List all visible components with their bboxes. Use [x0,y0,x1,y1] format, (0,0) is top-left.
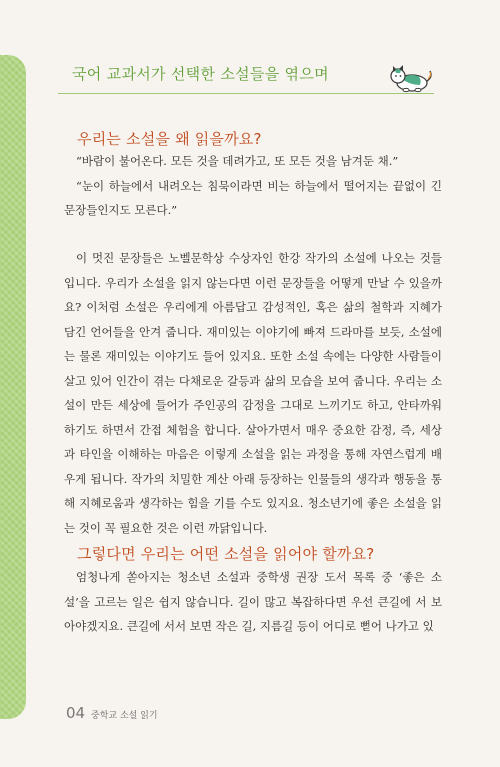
side-tab-decoration [0,55,26,719]
paragraph-block-1 [64,246,442,540]
quote-line-2: “눈이 하늘에서 내려오는 침묵이라면 비는 하늘에서 떨어지는 끝없이 긴 문장들인지도 모른다.” [64,178,442,217]
paragraph-why-read: 이 멋진 문장들은 노벨문학상 수상자인 한강 작가의 소설에 나오는 것들입니다. 우리가 소설을 읽지 않는다면 이런 문장들을 어떻게 만날 수 있을까요? 이처럼 소설은 우리에게 아름답고 감성적인, 혹은 삶의 철학과 지혜가 담긴 언어들을 안겨 줍니다. 재미있는 이야기에 빠져 드라마를 보듯, 소설에는 물론 재미있는 이야기도 들어 있지요. 또한 소설 속에는 다양한 사람들이 살고 있어 인간이 겪는 다채로운 갈등과 삶의 모습을 보여 줍니다. 우리는 소설이 만든 세상에 들어가 주인공의 감정을 그대로 느끼기도 하고, 안타까워하기도 하면서 간접 체험을 합니다. 살아가면서 매우 중요한 감정, 즉, 세상과 타인을 이해하는 마음은 이렇게 소설을 읽는 과정을 통해 자연스럽게 배우게 됩니다. 작가의 치밀한 계산 아래 등장하는 인물들의 생각과 행동을 통해 지혜로움과 생각하는 힘을 기를 수도 있지요. 청소년기에 좋은 소설을 읽는 것이 꼭 필요한 것은 이런 까닭입니다. [64,251,442,535]
header-divider [58,93,434,94]
paragraph-block-2 [64,565,442,639]
quotes-block [64,149,442,223]
page-number: 04 [66,704,86,722]
page-header-title: 국어 교과서가 선택한 소설들을 엮으며 [72,65,329,83]
running-footer-title: 중학교 소설 읽기 [91,711,158,721]
section-heading-what-to-read: 그렇다면 우리는 어떤 소설을 읽어야 할까요? [77,545,375,563]
cat-icon [388,63,434,93]
section-heading-why-read: 우리는 소설을 왜 읽을까요? [77,130,262,148]
paragraph-what-to-read: 엄청나게 쏟아지는 청소년 소설과 중학생 권장 도서 목록 중 ‘좋은 소설’을 고르는 일은 쉽지 않습니다. 길이 많고 복잡하다면 우선 큰길에 서 보아야겠지요. 큰길에 서서 보면 작은 길, 지름길 등이 어디로 뻗어 나가고 있 [64,570,442,633]
quote-line-1: “바람이 불어온다. 모든 것을 데려가고, 또 모든 것을 남겨둔 채.” [76,154,399,168]
